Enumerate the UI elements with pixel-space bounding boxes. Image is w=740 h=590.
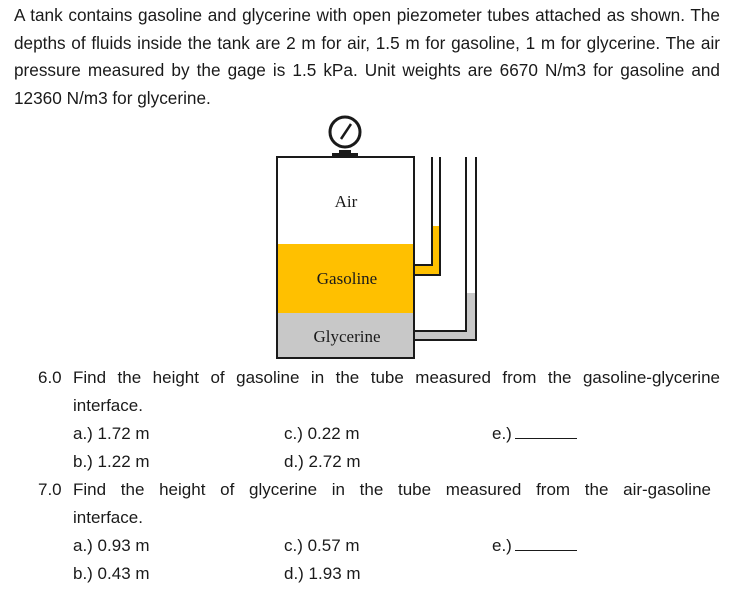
- gasoline-tube-column: [432, 226, 440, 275]
- question-7-number: 7.0: [38, 480, 62, 499]
- question-6-stem: Find the height of gasoline in the tube measured from the gasoline-glycerine: [73, 368, 720, 387]
- question-7-option-d[interactable]: d.) 1.93 m: [284, 564, 361, 583]
- question-7-option-a[interactable]: a.) 0.93 m: [73, 536, 150, 555]
- question-6-option-d[interactable]: d.) 2.72 m: [284, 452, 361, 471]
- air-label: Air: [334, 192, 358, 211]
- glycerine-label: Glycerine: [313, 327, 381, 346]
- question-6-option-b[interactable]: b.) 1.22 m: [73, 452, 150, 471]
- question-7-option-b[interactable]: b.) 0.43 m: [73, 564, 150, 583]
- question-6-answer-blank[interactable]: [515, 422, 577, 439]
- question-6-stem-cont: interface.: [73, 396, 143, 415]
- question-7-answer-blank[interactable]: [515, 534, 577, 551]
- question-6-option-e[interactable]: [492, 420, 577, 448]
- glycerine-piezometer-tube: [414, 157, 476, 340]
- question-7-option-e-label: e.): [492, 536, 512, 555]
- question-6-option-c[interactable]: c.) 0.22 m: [284, 424, 360, 443]
- question-7-stem-cont: interface.: [73, 508, 143, 527]
- pressure-gauge-icon: [330, 117, 360, 158]
- question-7-option-e[interactable]: [492, 532, 577, 560]
- gasoline-label: Gasoline: [316, 269, 378, 288]
- glycerine-tube-column: [466, 293, 476, 340]
- problem-statement: A tank contains gasoline and glycerine with open piezometer tubes attached as shown. The depths of fluids inside the tank are 2 m for air, 1.5 m for gasoline, 1 m for glycerine. The air pressure measured by the gage is 1.5 kPa. Unit weights are 6670 N/m3 for gasoline and 12360 N/m3 for glycerine.: [14, 5, 720, 108]
- question-6-option-a[interactable]: a.) 1.72 m: [73, 424, 150, 443]
- question-7-stem: Find the height of glycerine in the tube measured from the air-gasoline: [73, 480, 711, 499]
- question-6-number: 6.0: [38, 368, 62, 387]
- question-7-option-c[interactable]: c.) 0.57 m: [284, 536, 360, 555]
- question-6-option-e-label: e.): [492, 424, 512, 443]
